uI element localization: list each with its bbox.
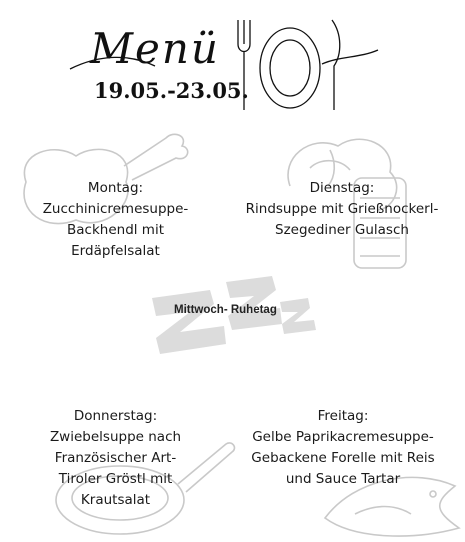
day-friday <box>228 406 458 490</box>
dish-line: Gelbe Paprikacremesuppe- <box>252 429 434 445</box>
date-range: 19.05.-23.05. <box>94 78 249 103</box>
dish-line: Zwiebelsuppe nach <box>49 429 182 445</box>
closed-day-label: Mittwoch- Ruhetag <box>174 304 277 316</box>
dish-line: Gebackene Forelle mit Reis <box>251 450 435 466</box>
day-label: Dienstag: <box>309 180 375 196</box>
day-label: Montag: <box>87 180 144 196</box>
day-label: Freitag: <box>317 408 369 424</box>
day-thursday <box>13 406 218 511</box>
dish-line: Französischer Art- <box>54 450 177 466</box>
menu-title: Menü <box>90 24 220 73</box>
day-monday <box>13 178 218 262</box>
dish-line: Tiroler Gröstl mit <box>58 471 173 487</box>
dish-line: Szegediner Gulasch <box>275 222 409 238</box>
dish-line: Backhendl mit <box>67 222 164 238</box>
day-tuesday <box>222 178 462 241</box>
dish-line: und Sauce Tartar <box>285 471 401 487</box>
sleep-zzz-icon <box>140 268 330 368</box>
dish-line: Erdäpfelsalat <box>71 243 160 259</box>
dish-line: Rindsuppe mit Grießnockerl- <box>245 201 439 217</box>
dish-line: Zucchinicremesuppe- <box>42 201 189 217</box>
dish-line: Krautsalat <box>80 492 151 508</box>
day-label: Donnerstag: <box>73 408 158 424</box>
